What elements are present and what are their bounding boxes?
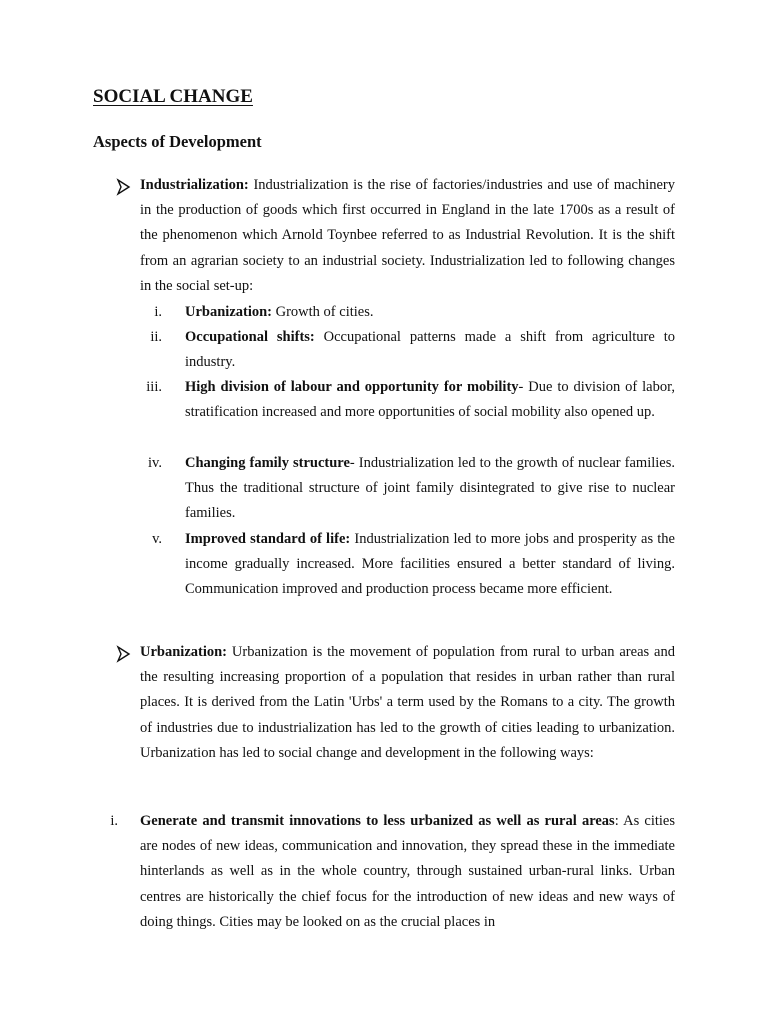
urbanization-paragraph	[140, 640, 675, 766]
list-item	[185, 325, 675, 375]
list-item-body: - Industrialization led to the growth of nuclear families. Thus the traditional structure of joint family disintegrated to give rise to nuclear families.	[185, 455, 676, 522]
list-number: iv.	[148, 455, 162, 471]
urbanization-way-paragraph	[140, 809, 675, 935]
list-item-heading: Changing family structure	[185, 455, 350, 471]
arrow-bullet-icon	[116, 644, 132, 664]
industrialization-paragraph	[140, 173, 675, 299]
section-subtitle: Aspects of Development	[93, 132, 262, 151]
list-item-body: Occupational patterns made a shift from agriculture to industry.	[185, 329, 675, 371]
list-number: iii.	[146, 379, 162, 395]
way-heading: Generate and transmit innovations to less urbanized as well as rural areas	[140, 813, 615, 829]
list-item-body: Industrialization led to more jobs and prosperity as the income gradually increased. More facilities ensured a better standard of living. Communication improved and production process became more efficient.	[185, 531, 675, 598]
list-number: i.	[110, 813, 118, 829]
list-item-body: - Due to division of labor, stratification increased and more opportunities of social mobility also opened up.	[185, 379, 675, 421]
list-item	[185, 527, 675, 603]
list-item-heading: Urbanization:	[185, 304, 272, 320]
list-number: i.	[154, 304, 162, 320]
list-number: v.	[152, 531, 162, 547]
list-item	[185, 451, 675, 527]
way-body: : As cities are nodes of new ideas, communication and innovation, they spread these in the immediate hinterlands as well as in the whole country, through sustained urban-rural links. Urban centres are historically the chief focus for the introduction of new ideas and new ways of doing things. Cities may be looked on as the crucial places in	[140, 813, 675, 930]
urbanization-body: Urbanization is the movement of population from rural to urban areas and the resulting increasing proportion of a population that resides in urban rather than rural places. It is derived from the Latin 'Urbs' a term used by the Romans to a city. The growth of industries due to industrialization has led to the growth of cities leading to urbanization. Urbanization has led to social change and development in the following ways:	[140, 644, 675, 761]
list-item-heading: High division of labour and opportunity for mobility	[185, 379, 519, 395]
page-title: SOCIAL CHANGE	[93, 86, 253, 107]
list-item	[185, 300, 675, 325]
list-item-heading: Improved standard of life:	[185, 531, 351, 547]
list-item	[185, 375, 675, 425]
list-item-heading: Occupational shifts:	[185, 329, 315, 345]
arrow-bullet-icon	[116, 177, 132, 197]
industrialization-body: Industrialization is the rise of factories/industries and use of machinery in the production of goods which first occurred in England in the late 1700s as a result of the phenomenon which Arnold Toynbee referred to as Industrial Revolution. It is the shift from an agrarian society to an industrial society. Industrialization led to following changes in the social set-up:	[140, 177, 675, 294]
list-item-body: Growth of cities.	[272, 304, 374, 320]
list-number: ii.	[150, 329, 162, 345]
industrialization-heading: Industrialization:	[140, 177, 249, 193]
urbanization-heading: Urbanization:	[140, 644, 227, 660]
